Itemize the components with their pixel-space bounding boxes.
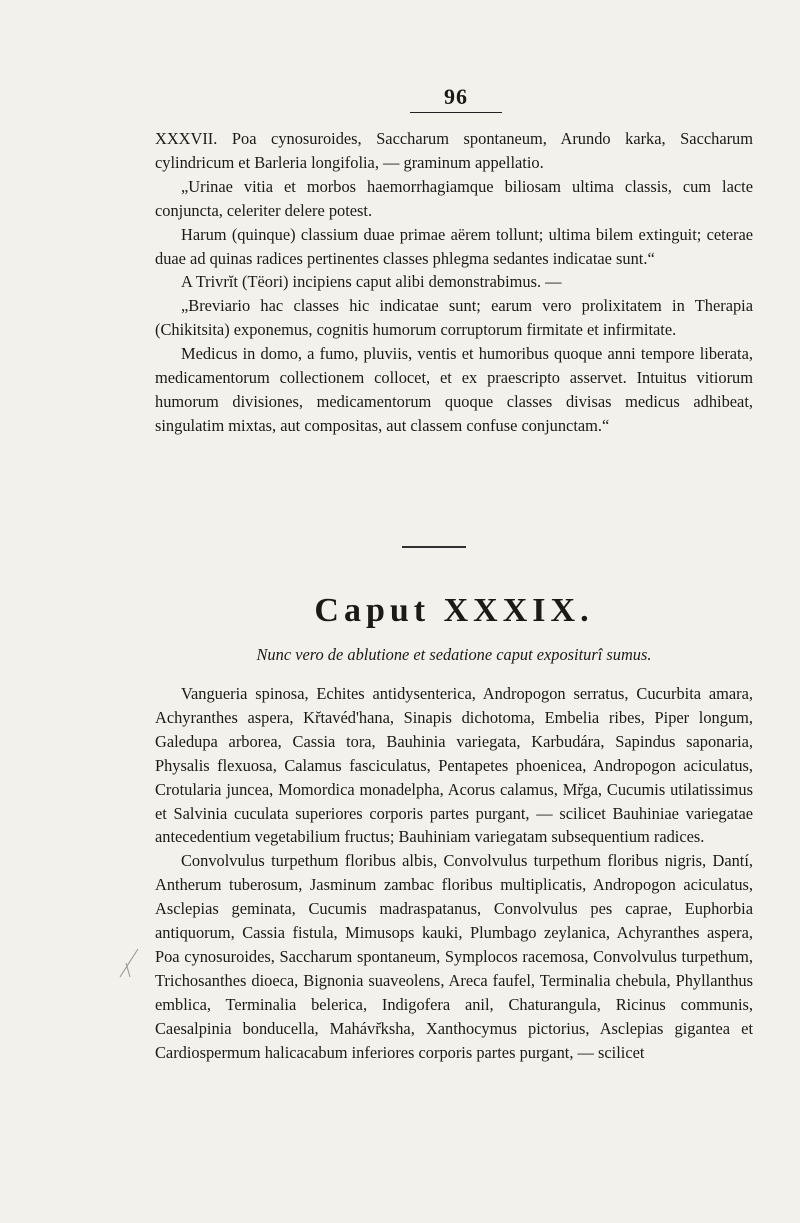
page-number: 96 [444,84,468,109]
paragraph: XXXVII. Poa cynosuroides, Saccharum spontaneum, Arundo karka, Saccharum cylindricum et Barleria longifolia, — graminum appellatio. [155,129,753,172]
section-top-text [155,127,753,438]
paragraph: „Breviario hac classes hic indicatae sunt; earum vero prolixitatem in Therapia (Chikitsita) exponemus, cognitis humorum corruptorum firmitate et infirmitate. [155,296,753,340]
paragraph: A Trivrĭt (Tëori) incipiens caput alibi demonstrabimus. — [181,272,562,292]
paragraph: Vangueria spinosa, Echites antidysenterica, Andropogon serratus, Cucurbita amara, Achyranthes aspera, Kr̆tavéd'hana, Sinapis dichotoma, Embelia ribes, Piper longum, Galedupa arborea, Cassia tora, Bauhinia variegata, Karbudára, Sapindus saponaria, Physalis flexuosa, Calamus fasciculatus, Pentapetes phoenicea, Andropogon aciculatus, Crotularia juncea, Momordica monadelpha, Acorus calamus, Mr̆ga, Cucumis utilatissimus et Salvinia cuculata superiores corporis partes purgant, — scilicet Bauhiniae variegatae antecedentium vegetabilium fructus; Bauhiniam variegatam subsequentium radices. [155,684,753,847]
section-divider [402,546,466,548]
paragraph: Convolvulus turpethum floribus albis, Convolvulus turpethum floribus nigris, Dantí, Antherum tuberosum, Jasminum zambac floribus multiplicatis, Andropogon aciculatus, Asclepias geminata, Cucumis madraspatanus, Convolvulus pes caprae, Euphorbia antiquorum, Cassia fistula, Mimusops kauki, Plumbago zeylanica, Achyranthes aspera, Poa cynosuroides, Saccharum spontaneum, Symplocos racemosa, Convolvulus turpethum, Trichosanthes dioeca, Bignonia suaveolens, Areca faufel, Terminalia chebula, Phyllanthus emblica, Terminalia belerica, Indigofera anil, Chaturangula, Ricinus communis, Caesalpinia bonducella, Mahávr̆ksha, Xanthocymus pictorius, Asclepias gigantea et Cardiospermum halicacabum inferiores corporis partes purgant, — scilicet [155,851,753,1062]
section-bottom-text [155,682,753,1065]
paragraph: „Urinae vitia et morbos haemorrhagiamque biliosam ultima classis, cum lacte conjuncta, celeriter delere potest. [155,176,753,220]
chapter-subtitle: Nunc vero de ablutione et sedatione caput expositurî sumus. [256,645,652,664]
paragraph: Medicus in domo, a fumo, pluviis, ventis et humoribus quoque anni tempore liberata, medicamentorum collectionem collocet, et ex praescripto asservet. Intuitus vitiorum humorum divisiones, medicamentorum quoque classes divisas medicus adhibeat, singulatim mixtas, aut compositas, aut classem confuse conjunctam.“ [155,344,753,435]
margin-pencil-mark [116,943,146,983]
chapter-title: Caput XXXIX. [314,592,594,629]
paragraph: Harum (quinque) classium duae primae aërem tollunt; ultima bilem extinguit; ceterae duae ad quinas radices pertinentes classes phlegma sedantes indicatae sunt.“ [155,224,753,268]
page-number-rule [410,112,502,113]
